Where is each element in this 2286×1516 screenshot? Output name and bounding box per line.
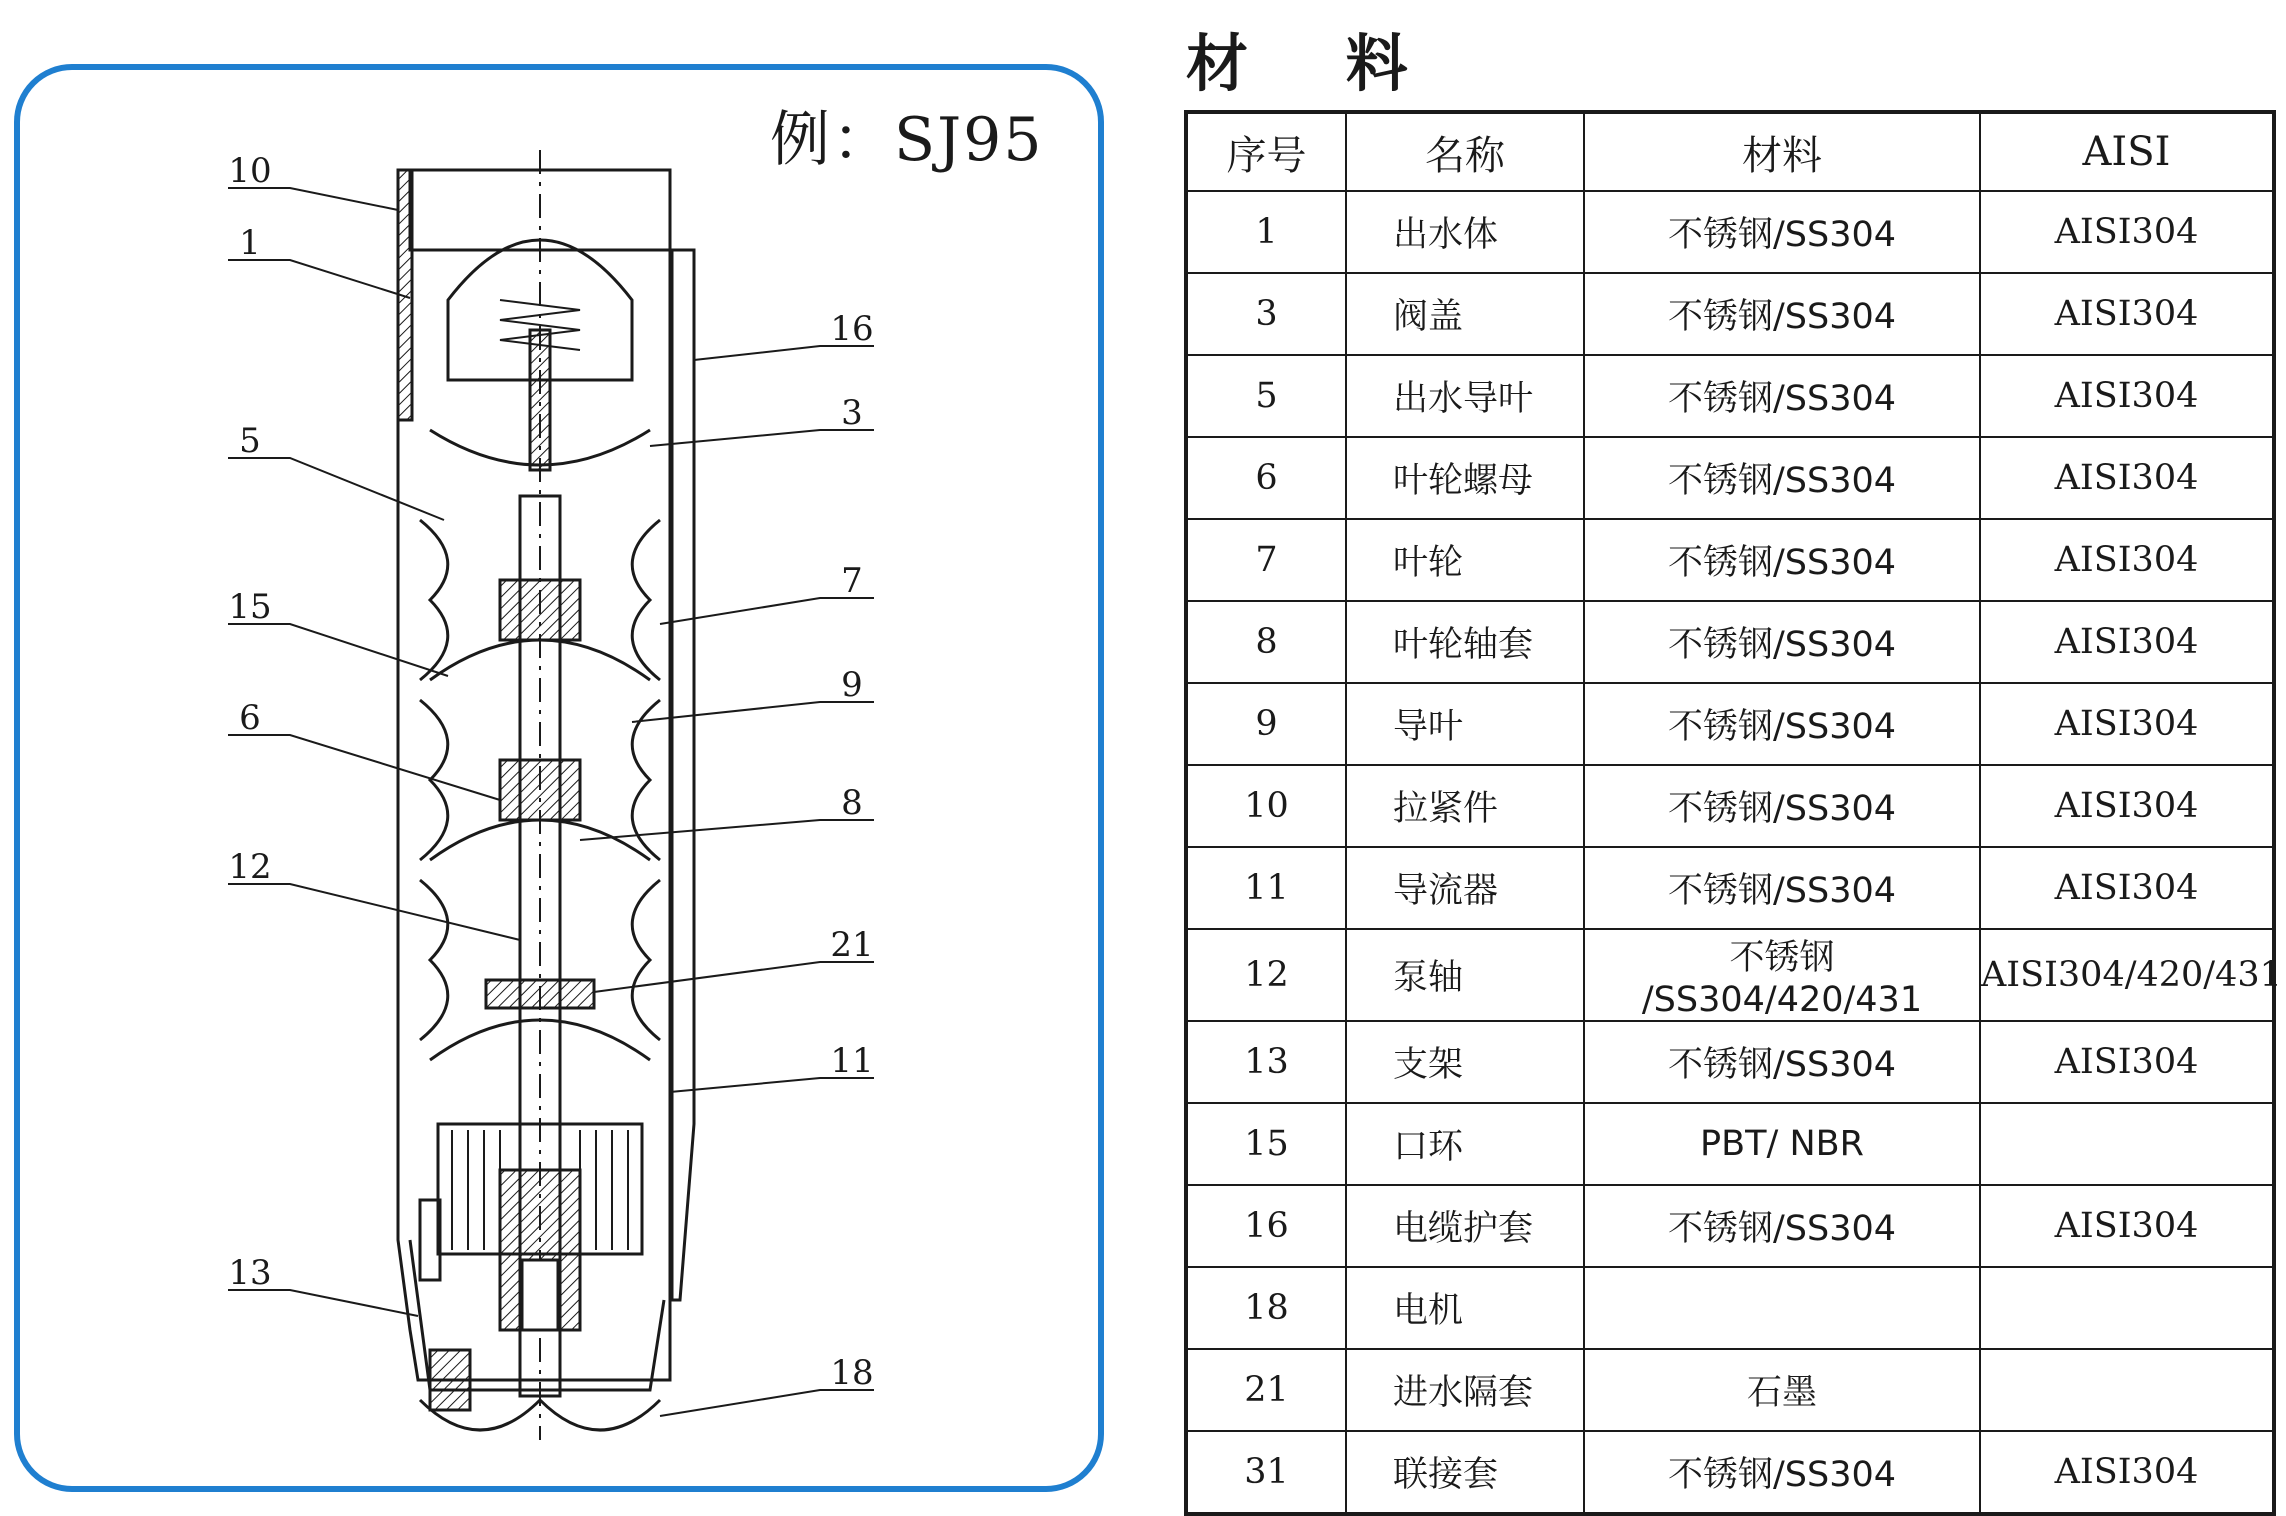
part-name: 导叶 bbox=[1346, 683, 1584, 765]
part-aisi: AISI304 bbox=[1980, 601, 2274, 683]
table-row bbox=[1186, 1021, 2274, 1103]
part-number: 18 bbox=[1186, 1267, 1346, 1349]
header-aisi: AISI bbox=[1980, 112, 2274, 191]
part-number: 11 bbox=[1186, 847, 1346, 929]
part-aisi: AISI304 bbox=[1980, 1021, 2274, 1103]
part-number: 3 bbox=[1186, 273, 1346, 355]
part-material bbox=[1584, 1267, 1980, 1349]
part-number: 8 bbox=[1186, 601, 1346, 683]
part-number: 21 bbox=[1186, 1349, 1346, 1431]
table-row bbox=[1186, 601, 2274, 683]
part-material: 不锈钢/SS304 bbox=[1584, 847, 1980, 929]
part-name: 电机 bbox=[1346, 1267, 1584, 1349]
callout-6: 6 bbox=[239, 698, 261, 738]
leader-8 bbox=[580, 820, 874, 840]
table-row bbox=[1186, 1185, 2274, 1267]
part-aisi: AISI304 bbox=[1980, 191, 2274, 273]
part-aisi bbox=[1980, 1103, 2274, 1185]
materials-body bbox=[1186, 191, 2282, 1514]
leader-15 bbox=[228, 624, 448, 676]
leader-13 bbox=[228, 1290, 418, 1316]
part-material: 不锈钢/SS304 bbox=[1584, 1021, 1980, 1103]
pump-cross-section-diagram bbox=[0, 0, 1110, 1516]
part-name: 联接套 bbox=[1346, 1431, 1584, 1514]
part-material: 不锈钢/SS304 bbox=[1584, 765, 1980, 847]
callout-18: 18 bbox=[830, 1353, 874, 1393]
table-row bbox=[1186, 683, 2274, 765]
leader-6 bbox=[228, 735, 500, 800]
table-row bbox=[1186, 191, 2274, 273]
part-aisi bbox=[1980, 1349, 2274, 1431]
callout-1: 1 bbox=[239, 223, 261, 263]
callout-10: 10 bbox=[228, 151, 272, 191]
part-number: 7 bbox=[1186, 519, 1346, 601]
part-name: 电缆护套 bbox=[1346, 1185, 1584, 1267]
part-name: 阀盖 bbox=[1346, 273, 1584, 355]
part-number: 31 bbox=[1186, 1431, 1346, 1514]
part-number: 16 bbox=[1186, 1185, 1346, 1267]
table-header-row bbox=[1186, 112, 2274, 191]
part-material: 不锈钢/SS304 bbox=[1584, 601, 1980, 683]
part-number: 5 bbox=[1186, 355, 1346, 437]
part-aisi: AISI304/420/431 bbox=[1980, 929, 2274, 1021]
part-name: 拉紧件 bbox=[1346, 765, 1584, 847]
part-name: 口环 bbox=[1346, 1103, 1584, 1185]
table-row bbox=[1186, 847, 2274, 929]
part-material: 不锈钢/SS304 bbox=[1584, 683, 1980, 765]
callout-8: 8 bbox=[841, 783, 863, 823]
part-name: 导流器 bbox=[1346, 847, 1584, 929]
part-material: 不锈钢/SS304 bbox=[1584, 355, 1980, 437]
leader-5 bbox=[228, 458, 444, 520]
part-name: 叶轮 bbox=[1346, 519, 1584, 601]
table-row bbox=[1186, 1349, 2274, 1431]
header-material: 材料 bbox=[1584, 112, 1980, 191]
part-material: 不锈钢/SS304 bbox=[1584, 191, 1980, 273]
callout-21: 21 bbox=[830, 925, 874, 965]
table-row bbox=[1186, 437, 2274, 519]
part-number: 6 bbox=[1186, 437, 1346, 519]
leader-10 bbox=[228, 188, 398, 210]
part-material: 石墨 bbox=[1584, 1349, 1980, 1431]
part-material: 不锈钢/SS304 bbox=[1584, 437, 1980, 519]
part-name: 叶轮螺母 bbox=[1346, 437, 1584, 519]
table-row bbox=[1186, 1431, 2274, 1514]
part-name: 出水体 bbox=[1346, 191, 1584, 273]
callout-11: 11 bbox=[830, 1041, 874, 1081]
callout-16: 16 bbox=[830, 309, 874, 349]
materials-table bbox=[1184, 110, 2282, 1516]
part-material: 不锈钢 /SS304/420/431 bbox=[1584, 929, 1980, 1021]
part-material: PBT/ NBR bbox=[1584, 1103, 1980, 1185]
leader-1 bbox=[228, 260, 410, 298]
callout-9: 9 bbox=[841, 665, 863, 705]
part-number: 10 bbox=[1186, 765, 1346, 847]
part-aisi: AISI304 bbox=[1980, 683, 2274, 765]
table-row bbox=[1186, 1267, 2274, 1349]
part-aisi: AISI304 bbox=[1980, 273, 2274, 355]
part-material: 不锈钢/SS304 bbox=[1584, 1431, 1980, 1514]
leader-12 bbox=[228, 884, 520, 940]
part-aisi: AISI304 bbox=[1980, 355, 2274, 437]
part-aisi: AISI304 bbox=[1980, 765, 2274, 847]
part-material: 不锈钢/SS304 bbox=[1584, 1185, 1980, 1267]
part-name: 叶轮轴套 bbox=[1346, 601, 1584, 683]
callout-12: 12 bbox=[228, 847, 272, 887]
callout-3: 3 bbox=[841, 393, 863, 433]
table-row bbox=[1186, 929, 2274, 1021]
part-aisi: AISI304 bbox=[1980, 1431, 2274, 1514]
part-material: 不锈钢/SS304 bbox=[1584, 273, 1980, 355]
cable-guard bbox=[672, 250, 694, 1300]
part-material: 不锈钢/SS304 bbox=[1584, 519, 1980, 601]
part-name: 进水隔套 bbox=[1346, 1349, 1584, 1431]
header-name: 名称 bbox=[1346, 112, 1584, 191]
part-aisi: AISI304 bbox=[1980, 847, 2274, 929]
callout-5: 5 bbox=[239, 421, 261, 461]
part-aisi: AISI304 bbox=[1980, 519, 2274, 601]
callout-15: 15 bbox=[228, 587, 272, 627]
materials-title: 材 料 bbox=[1186, 27, 1446, 100]
part-aisi: AISI304 bbox=[1980, 437, 2274, 519]
part-number: 13 bbox=[1186, 1021, 1346, 1103]
part-name: 支架 bbox=[1346, 1021, 1584, 1103]
example-label: 例：SJ95 bbox=[770, 105, 1044, 175]
callout-7: 7 bbox=[841, 561, 863, 601]
part-number: 9 bbox=[1186, 683, 1346, 765]
part-number: 12 bbox=[1186, 929, 1346, 1021]
leader-18 bbox=[660, 1390, 874, 1416]
part-name: 泵轴 bbox=[1346, 929, 1584, 1021]
leader-7 bbox=[660, 598, 874, 624]
table-row bbox=[1186, 273, 2274, 355]
table-row bbox=[1186, 519, 2274, 601]
callout-13: 13 bbox=[228, 1253, 272, 1293]
part-aisi: AISI304 bbox=[1980, 1185, 2274, 1267]
part-number: 1 bbox=[1186, 191, 1346, 273]
table-row bbox=[1186, 1103, 2274, 1185]
part-number: 15 bbox=[1186, 1103, 1346, 1185]
leader-9 bbox=[632, 702, 874, 722]
header-no: 序号 bbox=[1186, 112, 1346, 191]
part-aisi bbox=[1980, 1267, 2274, 1349]
table-row bbox=[1186, 355, 2274, 437]
table-row bbox=[1186, 765, 2274, 847]
part-name: 出水导叶 bbox=[1346, 355, 1584, 437]
